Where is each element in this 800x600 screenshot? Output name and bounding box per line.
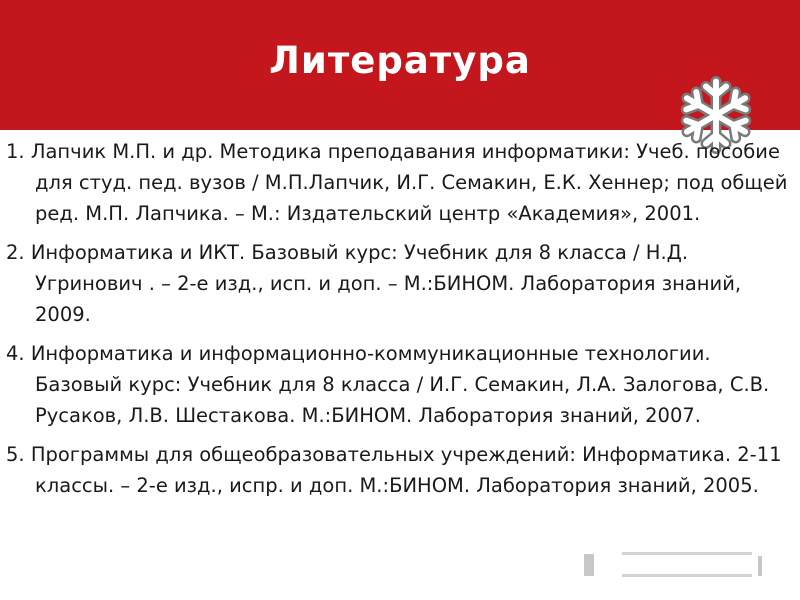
reference-number: 2. bbox=[6, 241, 25, 264]
reference-item bbox=[6, 237, 790, 330]
reference-text: Информатика и информационно-коммуникационные технологии. Базовый курс: Учебник для 8 класса / И.Г. Семакин, Л.А. Залогова, С.В. Русаков, Л.В. Шестакова. М.:БИНОМ. Лаборатория знаний, 2007. bbox=[30, 342, 770, 427]
reference-number: 5. bbox=[6, 443, 25, 466]
reference-item bbox=[6, 439, 790, 501]
reference-list bbox=[6, 136, 790, 509]
watermark-overlay bbox=[582, 546, 768, 582]
reference-item bbox=[6, 338, 790, 431]
reference-text: Программы для общеобразовательных учреждений: Информатика. 2-11 классы. – 2-е изд., испр. и доп. М.:БИНОМ. Лаборатория знаний, 2005. bbox=[30, 443, 782, 497]
reference-number: 4. bbox=[6, 342, 25, 365]
reference-number: 1. bbox=[6, 140, 25, 163]
reference-text: Лапчик М.П. и др. Методика преподавания информатики: Учеб. пособие для студ. пед. вузов / М.П.Лапчик, И.Г. Семакин, Е.К. Хеннер; под общей ред. М.П. Лапчика. – М.: Издательский центр «Академия», 2001. bbox=[30, 140, 788, 225]
reference-text: Информатика и ИКТ. Базовый курс: Учебник для 8 класса / Н.Д. Угринович . – 2-е изд., исп. и доп. – М.:БИНОМ. Лаборатория знаний, 2009. bbox=[30, 241, 742, 326]
reference-item bbox=[6, 136, 790, 229]
slide-title: Литература bbox=[269, 39, 531, 82]
